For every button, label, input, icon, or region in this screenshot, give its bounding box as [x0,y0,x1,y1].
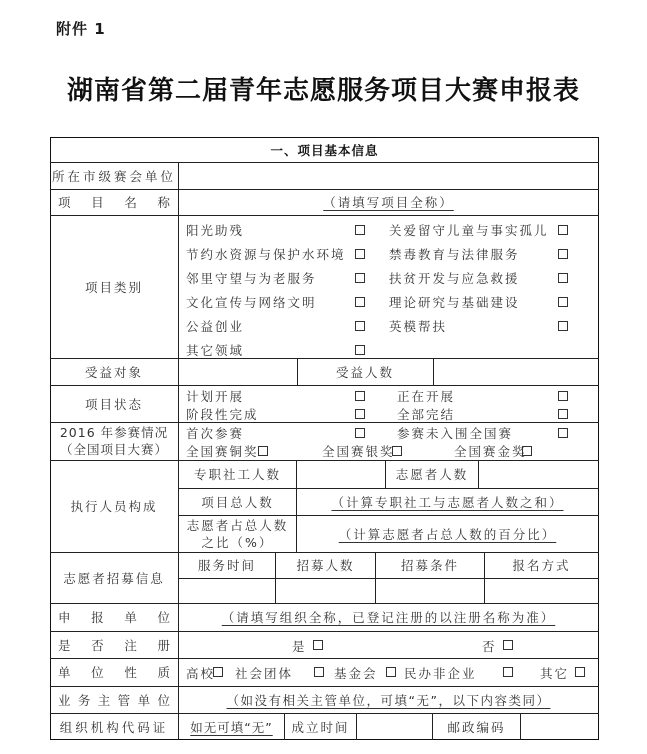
category-checkbox[interactable] [558,297,568,307]
category-option-label: 阳光助残 [186,223,245,238]
total-staff-label: 项目总人数 [201,494,274,510]
beneficiary-label: 受益对象 [84,364,143,380]
volunteers-input[interactable] [479,460,598,488]
category-option-label: 公益创业 [186,319,245,334]
category-checkbox[interactable] [355,225,365,235]
applicant-hint: （请填写组织全称，已登记注册的以注册名称为准） [221,610,556,625]
category-checkbox[interactable] [355,273,365,283]
org-code-hint: 如无可填“无” [190,719,273,735]
org-code-label: 组织机构代码证 [59,719,169,735]
status-option-label: 阶段性完成 [186,407,259,422]
category-label: 项目类别 [84,279,143,295]
org-type-checkbox[interactable] [314,667,324,677]
category-checkbox[interactable] [558,225,568,235]
org-type-checkbox[interactable] [213,667,223,677]
org-type-option-label: 其它 [540,666,570,681]
status-checkbox[interactable] [355,409,365,419]
category-option-label: 节约水资源与保护水环境 [186,247,346,262]
social-workers-label: 专职社工人数 [193,467,281,482]
beneficiary-count-label: 受益人数 [335,364,394,380]
supervisor-hint: （如没有相关主管单位，可填“无”，以下内容类同） [226,692,551,708]
category-checkbox[interactable] [355,297,365,307]
project-name-input[interactable] [179,189,598,215]
postal-code-label: 邮政编码 [447,719,506,735]
participation-option-label: 全国赛铜奖 [186,444,259,459]
category-checkbox[interactable] [558,273,568,283]
org-type-option-label: 基金会 [334,666,378,681]
org-type-checkbox[interactable] [503,667,513,677]
founded-input[interactable] [357,713,432,740]
recruitment-conditions-input[interactable] [376,578,484,603]
project-name-label: 项 目 名 称 [58,195,170,210]
participation-option-label: 首次参赛 [186,426,245,441]
recruitment-service-time-input[interactable] [179,578,275,603]
category-option-label: 英模帮扶 [389,319,448,334]
status-checkbox[interactable] [558,409,568,419]
registered-no-label: 否 [482,639,497,654]
category-checkbox[interactable] [355,249,365,259]
volunteer-ratio-input[interactable] [297,515,598,552]
beneficiary-count-input[interactable] [434,358,598,385]
category-checkbox[interactable] [355,345,365,355]
applicant-input[interactable] [179,603,598,631]
total-staff-input[interactable] [297,488,598,515]
status-option-label: 全部完结 [397,407,456,422]
recruitment-col-service-time: 服务时间 [197,558,256,573]
section-header-basic-info: 一、项目基本信息 [270,142,379,158]
city-unit-input[interactable] [179,162,598,189]
recruitment-col-count: 招募人数 [296,558,355,573]
registered-yes-checkbox[interactable] [313,640,323,650]
category-option-label: 其它领域 [186,343,245,358]
status-option-label: 正在开展 [397,389,456,404]
org-type-option-label: 民办非企业 [404,666,477,681]
status-checkbox[interactable] [558,391,568,401]
recruitment-signup-input[interactable] [485,578,598,603]
category-checkbox[interactable] [558,249,568,259]
founded-label: 成立时间 [291,719,350,735]
org-type-option-label: 高校 [186,666,216,681]
participation-checkbox[interactable] [355,428,365,438]
category-option-label: 禁毒教育与法律服务 [389,247,520,262]
volunteer-ratio-label: 志愿者占总人数 之比（%） [186,517,289,550]
registered-yes-label: 是 [292,639,307,654]
applicant-label: 申 报 单 位 [58,610,170,625]
participation-option-label: 全国赛银奖 [322,444,395,459]
staff-label: 执行人员构成 [70,499,158,514]
status-option-label: 计划开展 [186,389,245,404]
participation-checkbox[interactable] [258,446,268,456]
category-option-label: 理论研究与基础建设 [389,295,520,310]
registered-no-checkbox[interactable] [503,640,513,650]
volunteers-label: 志愿者人数 [395,467,469,482]
page-title: 湖南省第二届青年志愿服务项目大赛申报表 [66,76,580,106]
recruitment-col-signup: 报名方式 [512,558,571,573]
participation-2016-label: 2016 年参赛情况 （全国项目大赛） [59,425,169,457]
postal-code-input[interactable] [521,713,598,740]
recruitment-label: 志愿者招募信息 [63,570,165,586]
city-unit-label: 所在市级赛会单位 [51,168,176,184]
org-type-option-label: 社会团体 [235,666,294,681]
participation-checkbox[interactable] [522,446,532,456]
org-type-checkbox[interactable] [575,667,585,677]
participation-checkbox[interactable] [558,428,568,438]
status-checkbox[interactable] [355,391,365,401]
org-code-input[interactable] [179,713,284,740]
supervisor-label: 业 务 主 管 单 位 [58,692,170,708]
attachment-label: 附件 1 [56,20,106,38]
total-staff-hint: （计算专职社工与志愿者人数之和） [331,494,564,510]
participation-option-label: 全国赛金奖 [454,444,527,459]
category-option-label: 文化宣传与网络文明 [186,295,317,310]
category-option-label: 邻里守望与为老服务 [186,271,317,286]
registered-label: 是 否 注 册 [58,637,170,653]
category-option-label: 关爱留守儿童与事实孤儿 [389,223,549,238]
recruitment-col-conditions: 招募条件 [400,558,459,573]
category-checkbox[interactable] [558,321,568,331]
volunteer-ratio-hint: （计算志愿者占总人数的百分比） [338,526,557,542]
participation-checkbox[interactable] [392,446,402,456]
org-type-checkbox[interactable] [386,667,396,677]
category-checkbox[interactable] [355,321,365,331]
category-option-label: 扶贫开发与应急救援 [389,271,520,286]
org-type-label: 单 位 性 质 [58,665,170,680]
project-name-hint: （请填写项目全称） [323,195,454,210]
recruitment-count-input[interactable] [276,578,375,603]
participation-option-label: 参赛未入围全国赛 [397,426,514,441]
social-workers-input[interactable] [297,460,385,488]
status-label: 项目状态 [84,396,143,412]
beneficiary-input[interactable] [179,358,297,385]
supervisor-input[interactable] [179,686,598,713]
